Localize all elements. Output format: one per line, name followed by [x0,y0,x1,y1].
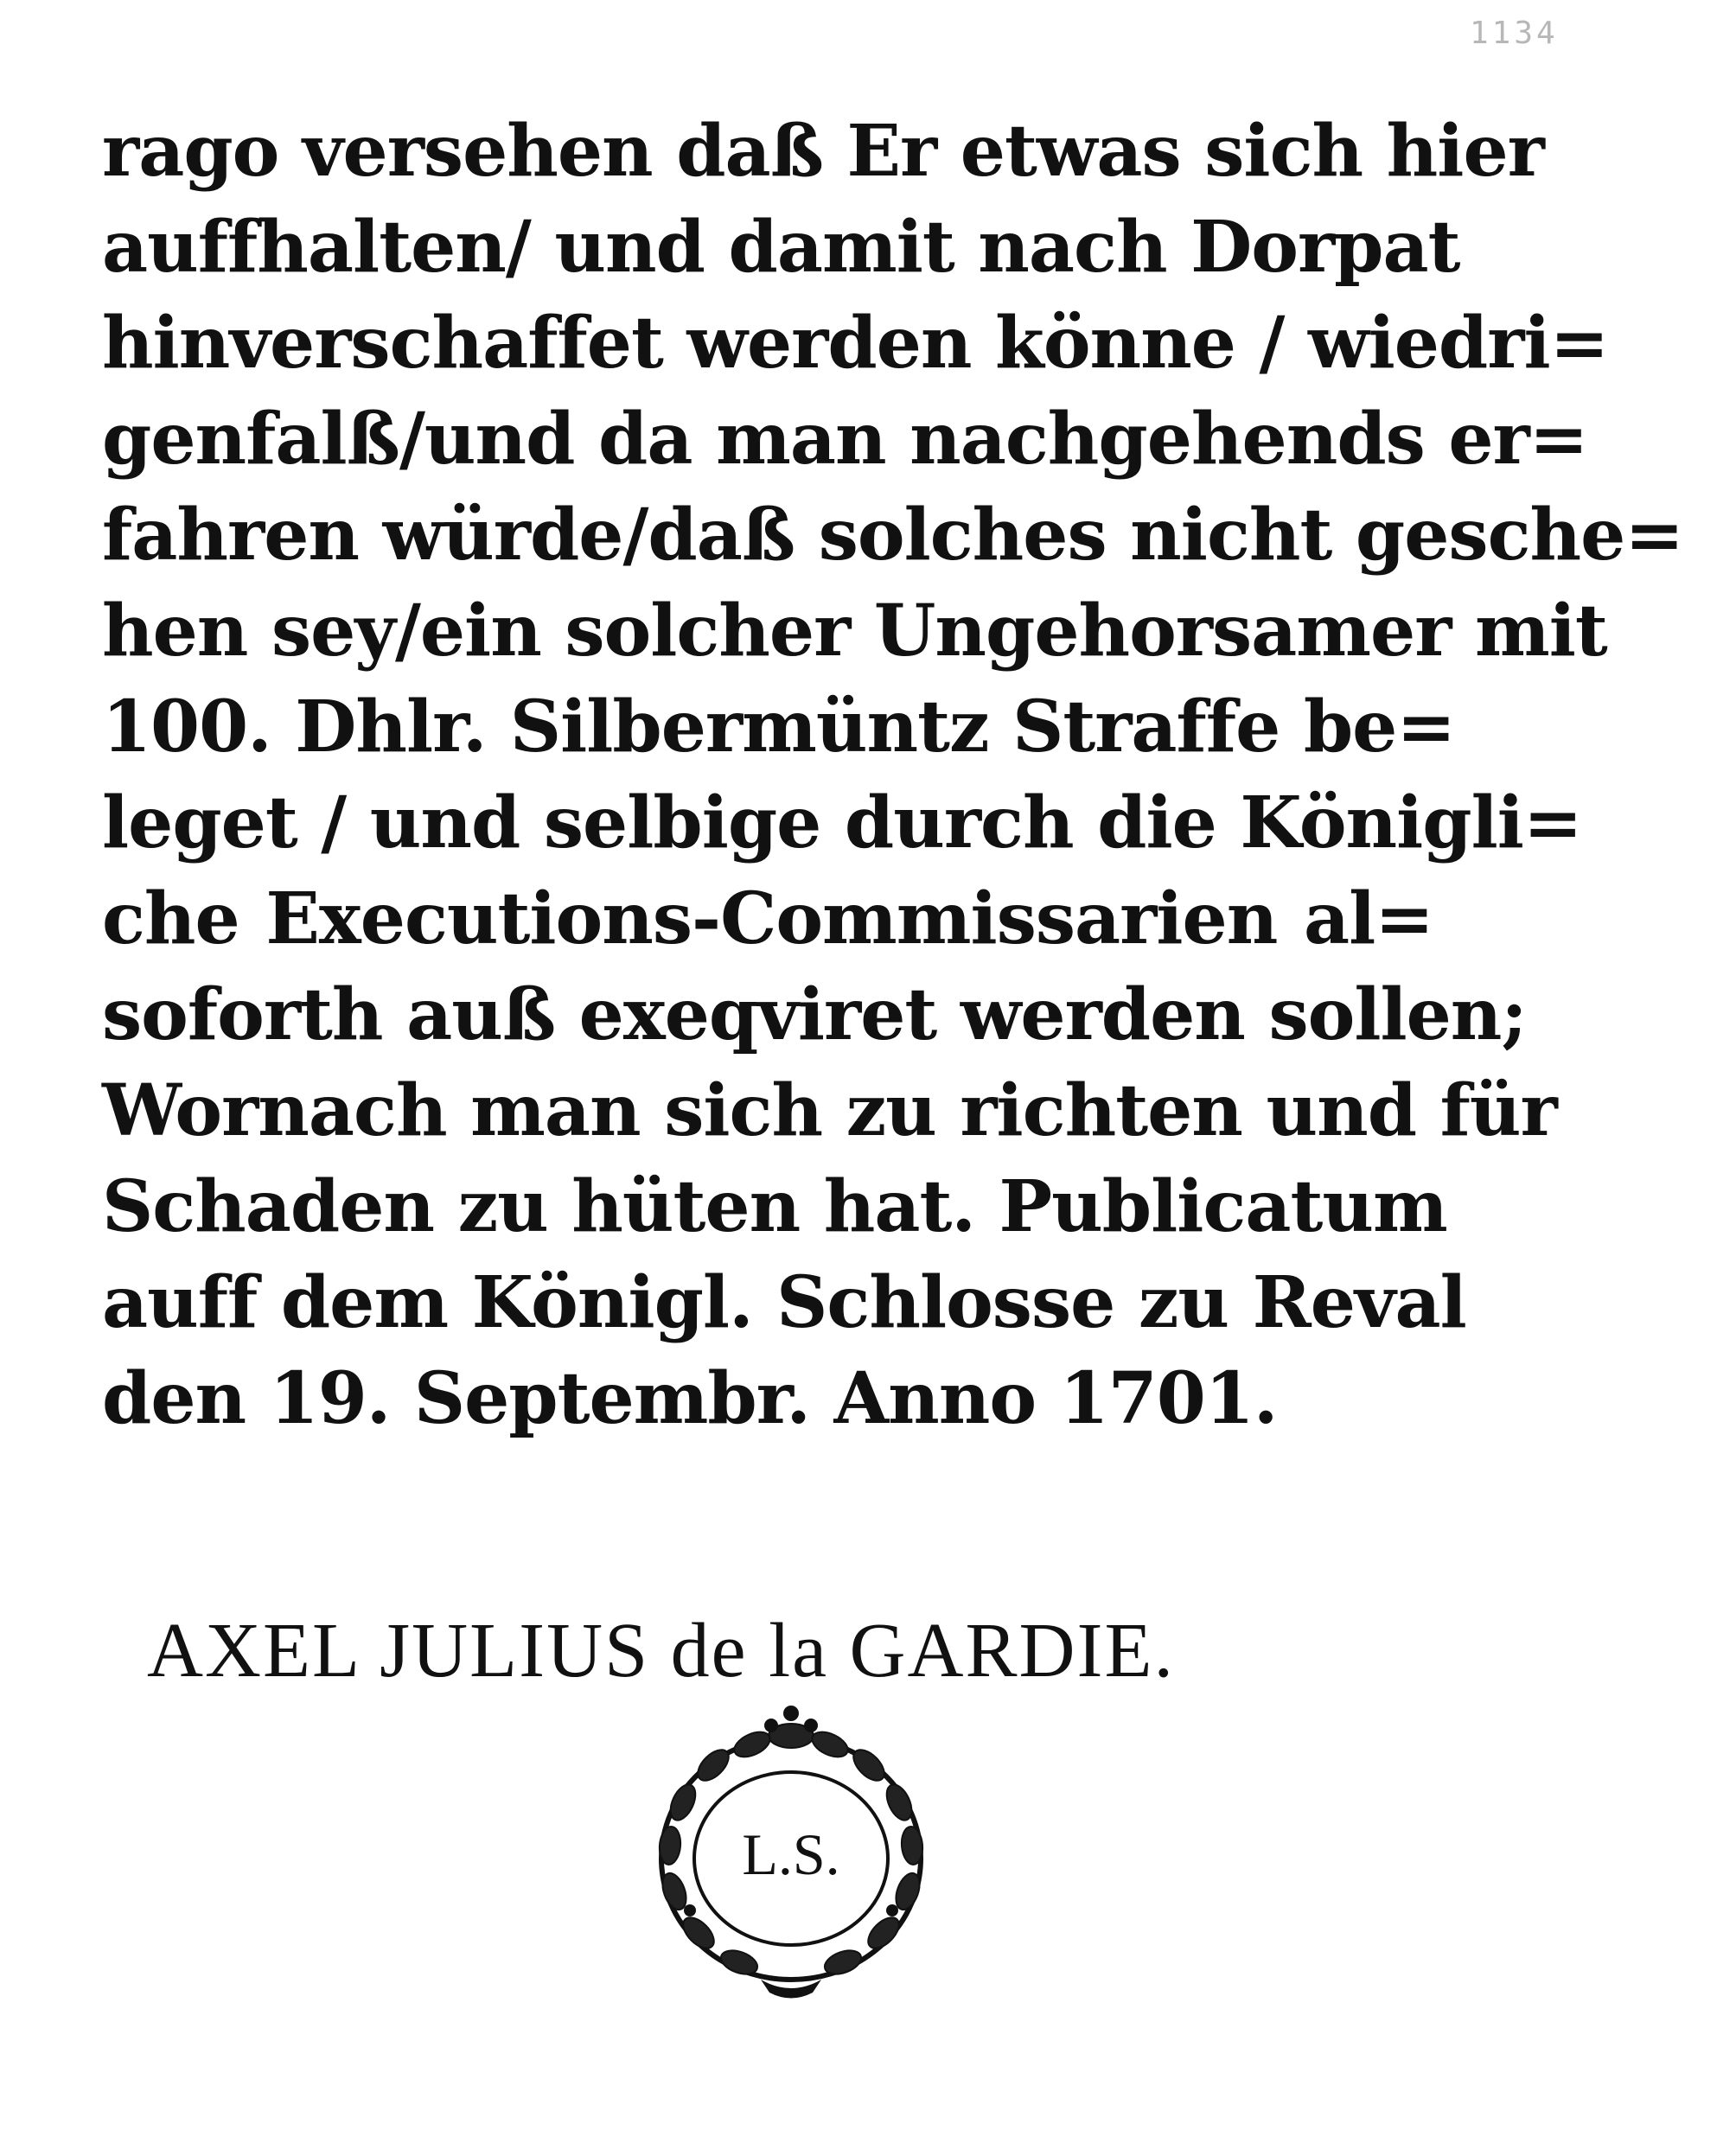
seal [622,1694,960,2006]
text-line: che Executions-Commissarien al= [102,877,1433,960]
text-line: genfalß/und da man nachgehends er= [102,398,1588,481]
seal-text: L.S. [742,1821,840,1887]
signature: AXEL JULIUS de la GARDIE. [147,1608,1175,1693]
text-line: auff dem Königl. Schlosse zu Reval [102,1261,1466,1344]
text-line: auffhalten/ und damit nach Dorpat [102,206,1460,289]
archive-pencil-mark: 1134 [1470,16,1559,51]
text-line: soforth auß exeqviret werden sollen; [102,973,1527,1056]
text-line: Schaden zu hüten hat. Publicatum [102,1165,1447,1248]
text-line: leget / und selbige durch die Königli= [102,781,1582,864]
decree-body [102,104,1684,1447]
text-line: 100. Dhlr. Silbermüntz Straffe be= [102,686,1456,768]
text-line: hen sey/ein solcher Ungehorsamer mit [102,590,1607,673]
text-line: fahren würde/daß solches nicht gesche= [102,494,1684,577]
text-line: rago versehen daß Er etwas sich hier [102,110,1544,193]
text-line: hinverschaffet werden könne / wiedri= [102,302,1609,385]
text-line: den 19. Septembr. Anno 1701. [102,1357,1278,1440]
text-line: Wornach man sich zu richten und für [102,1069,1557,1152]
